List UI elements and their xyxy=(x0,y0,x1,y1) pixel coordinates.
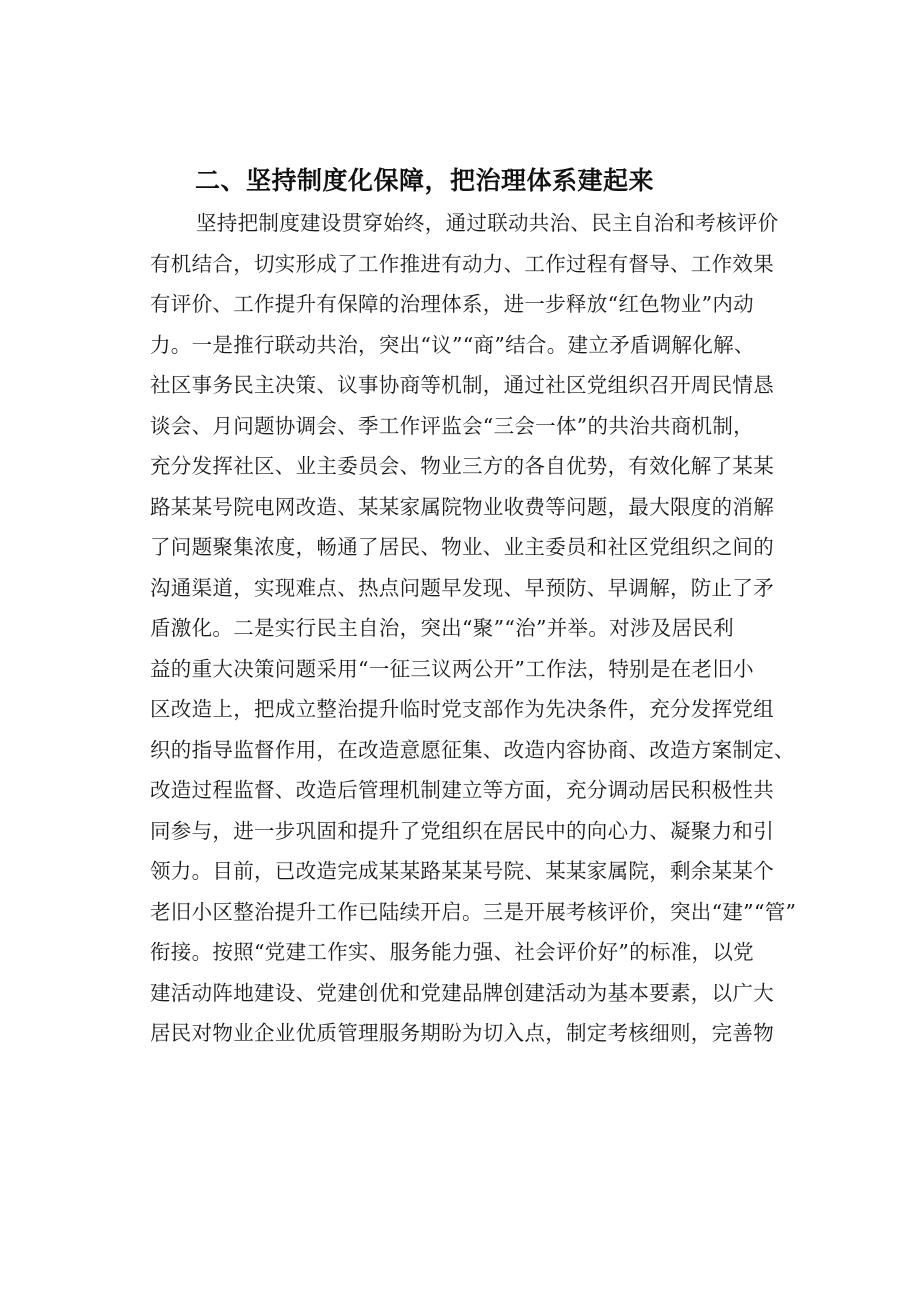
text-line: 建活动阵地建设、党建创优和党建品牌创建活动为基本要素，以广大 xyxy=(150,980,774,1005)
text-line: 力。一是推行联动共治，突出“议”“商”结合。建立矛盾调解化解、 xyxy=(150,332,755,357)
text-line: 有机结合，切实形成了工作推进有动力、工作过程有督导、工作效果 xyxy=(150,251,774,276)
text-line: 居民对物业企业优质管理服务期盼为切入点，制定考核细则，完善物 xyxy=(150,1021,774,1045)
text-line: 盾激化。二是实行民主自治，突出“聚”“治”并举。对涉及居民利 xyxy=(150,616,734,640)
text-line: 改造过程监督、改造后管理机制建立等方面，充分调动居民积极性共 xyxy=(150,778,774,802)
text-line: 路某某号院电网改造、某某家属院物业收费等问题，最大限度的消解 xyxy=(150,494,774,519)
body-paragraph xyxy=(0,203,920,1054)
text-line: 衔接。按照“党建工作实、服务能力强、社会评价好”的标准，以党 xyxy=(150,940,754,964)
text-line: 坚持把制度建设贯穿始终，通过联动共治、民主自治和考核评价 xyxy=(196,211,779,235)
text-line: 老旧小区整治提升工作已陆续开启。三是开展考核评价，突出“建”“管” xyxy=(150,899,797,924)
text-line: 领力。目前，已改造完成某某路某某号院、某某家属院，剩余某某个 xyxy=(150,859,774,883)
text-line: 了问题聚集浓度，畅通了居民、物业、业主委员和社区党组织之间的 xyxy=(150,535,774,559)
text-line: 社区事务民主决策、议事协商等机制，通过社区党组织召开周民情恳 xyxy=(150,373,774,397)
text-line: 谈会、月问题协调会、季工作评监会“三会一体”的共治共商机制， xyxy=(150,413,754,438)
text-line: 区改造上，把成立整治提升临时党支部作为先决条件，充分发挥党组 xyxy=(150,697,774,721)
section-heading: 二、坚持制度化保障，把治理体系建起来 xyxy=(195,166,655,195)
text-line: 充分发挥社区、业主委员会、物业三方的各自优势，有效化解了某某 xyxy=(150,454,774,478)
text-line: 织的指导监督作用，在改造意愿征集、改造内容协商、改造方案制定、 xyxy=(150,737,795,762)
text-line: 有评价、工作提升有保障的治理体系，进一步释放“红色物业”内动 xyxy=(150,292,754,316)
text-line: 同参与，进一步巩固和提升了党组织在居民中的向心力、凝聚力和引 xyxy=(150,818,774,843)
text-line: 益的重大决策问题采用“一征三议两公开”工作法，特别是在老旧小 xyxy=(150,656,754,681)
text-line: 沟通渠道，实现难点、热点问题早发现、早预防、早调解，防止了矛 xyxy=(150,575,774,600)
